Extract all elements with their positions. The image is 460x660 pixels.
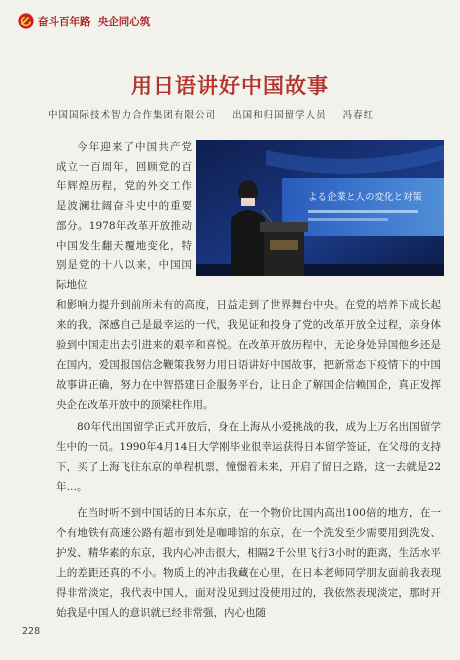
- intro-paragraph: 今年迎来了中国共产党成立一百周年，回顾党的百年辉煌历程，党的外交工作是波澜壮阔奋斗史中的重要部分。1978年改革开放推动中国发生翻天覆地变化，特别是党的十八以来，中国国际地位: [56, 141, 192, 291]
- party-emblem-icon: [18, 13, 34, 29]
- conference-photo: [196, 140, 444, 276]
- page-number: 228: [22, 626, 41, 637]
- intro-column: [56, 138, 192, 296]
- speaker-at-podium-image: [196, 140, 444, 276]
- body-paragraph: 在当时听不到中国话的日本东京，在一个物价比国内高出100倍的地方，在一个有地铁有高速公路有超市到处是咖啡馆的东京，在一个洗发至少需要用到洗发、护发、精华素的东京，我内心冲击很大，相隔2千公里飞行3小时的距离，生活水平上的差距还真的不小。物质上的冲击我藏在心里，在日本老师同学朋友面前我表现得非常淡定，我代表中国人，面对没见到过没使用过的，我依然表现淡定，那时开始我是中国人的意识就已经非常强，内心也随: [56, 507, 441, 619]
- article-title: 用日语讲好中国故事: [131, 73, 329, 98]
- article-body: [56, 296, 441, 627]
- screen-caption: よる企業と人の変化と対策: [308, 192, 423, 203]
- header-section-title: 奋斗百年路 央企同心筑: [38, 15, 151, 28]
- section-header: [18, 12, 150, 30]
- body-paragraph: 和影响力提升到前所未有的高度，日益走到了世界舞台中央。在党的培养下成长起来的我，深感自己是最幸运的一代，我见证和投身了党的改革开放全过程，亲身体验到中国走出去引进来的艰辛和喜悦。在改革开放历程中，无论身处异国他乡还是在国内，爱国报国信念鞭策我努力用日语讲好中国故事，把新常态下疫情下的中国故事讲正确，努力在中智搭建日企服务平台，让日企了解国企信赖国企，真正发挥央企在改革开放中的顶梁柱作用。: [56, 299, 441, 411]
- article-byline: 中国国际技术智力合作集团有限公司 出国和归国留学人员 冯春红: [48, 110, 375, 121]
- body-paragraph: 80年代出国留学正式开放后，身在上海从小爱挑战的我，成为上万名出国留学生中的一员。1990年4月14日大学刚毕业很幸运获得日本留学签证，在父母的支持下，买了上海飞往东京的单程机票，憧憬着未来，开启了留日之路，这一去就是22年…。: [56, 421, 441, 494]
